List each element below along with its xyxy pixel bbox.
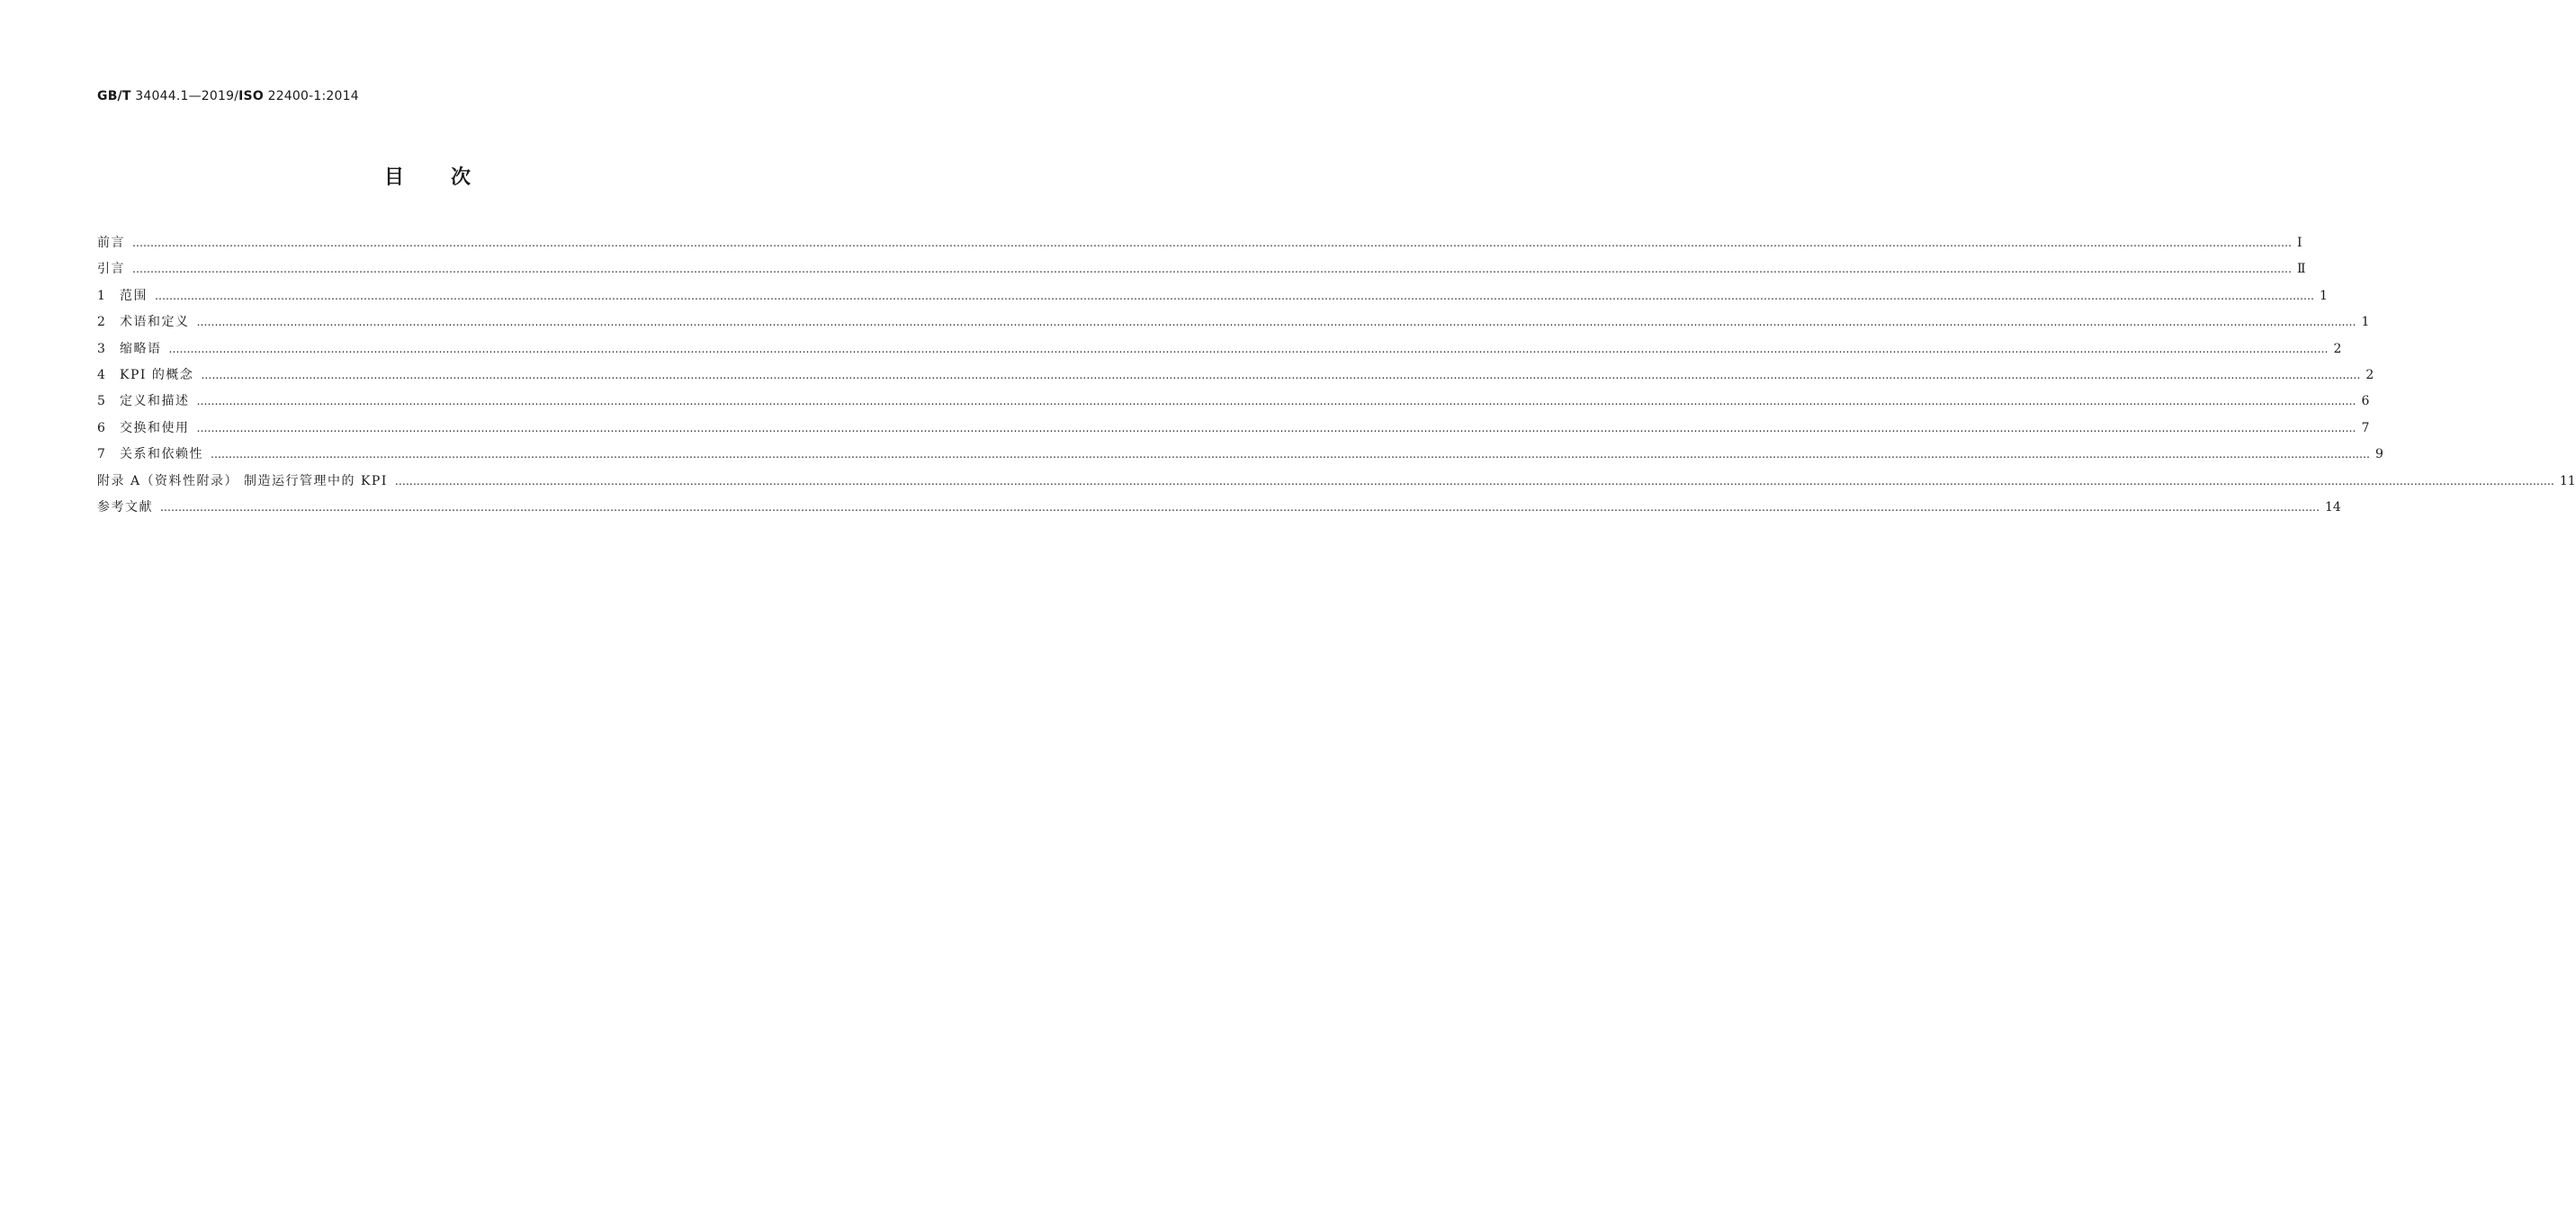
toc-entry-label: 关系和依赖性 <box>120 447 203 462</box>
toc-entry-label: 范围 <box>120 288 148 303</box>
toc-leader-dots: …………………………………………………………………………………………………………………………………………………………………………………………………………………………………………………………………………………………………………………………………………………………………………………………………………………………………………………………………………………………………………………………………………………… <box>196 421 2356 434</box>
toc-entry-label: 术语和定义 <box>120 315 190 330</box>
toc-leader-dots: …………………………………………………………………………………………………………………………………………………………………………………………………………………………………………………………………………………………………………………………………………………………………………………………………………………………………………………………………………………………………………………………………………………… <box>132 237 2292 249</box>
toc-entry-definition[interactable] <box>97 391 2370 417</box>
toc-leader-dots: …………………………………………………………………………………………………………………………………………………………………………………………………………………………………………………………………………………………………………………………………………………………………………………………………………………………………………………………………………………………………………………………………………………… <box>155 289 2314 302</box>
document-header <box>97 89 359 103</box>
toc-entry-terms[interactable] <box>97 312 2370 338</box>
toc-entry-page: 11 <box>2559 473 2576 488</box>
title-char-1: 目 <box>383 166 404 189</box>
iso-number: 22400-1:2014 <box>263 89 359 103</box>
toc-entry-label: 参考文献 <box>97 499 153 515</box>
toc-entry-number: 6 <box>97 420 105 435</box>
toc-entry-page: 14 <box>2325 499 2341 515</box>
toc-entry-page: 1 <box>2320 288 2328 303</box>
toc-entry-number: 3 <box>97 341 105 356</box>
toc-entry-introduction[interactable] <box>97 259 2306 285</box>
toc-entry-page: 2 <box>2365 367 2374 382</box>
toc-entry-label: 前言 <box>97 236 125 250</box>
toc-entry-abbreviations[interactable] <box>97 339 2342 365</box>
toc-entry-relationships[interactable] <box>97 444 2383 470</box>
toc-entry-page: 7 <box>2361 420 2370 435</box>
toc-entry-annex-a[interactable] <box>97 471 2576 497</box>
toc-leader-dots: …………………………………………………………………………………………………………………………………………………………………………………………………………………………………………………………………………………………………………………………………………………………………………………………………………………………………………………………………………………………………………………………………………………… <box>196 316 2356 329</box>
toc-leader-dots: …………………………………………………………………………………………………………………………………………………………………………………………………………………………………………………………………………………………………………………………………………………………………………………………………………………………………………………………………………………………………………………………………………………… <box>132 263 2292 276</box>
toc-leader-dots: …………………………………………………………………………………………………………………………………………………………………………………………………………………………………………………………………………………………………………………………………………………………………………………………………………………………………………………………………………………………………………………………………………………… <box>196 395 2356 408</box>
toc-leader-dots: …………………………………………………………………………………………………………………………………………………………………………………………………………………………………………………………………………………………………………………………………………………………………………………………………………………………………………………………………………………………………………………………………………………… <box>160 500 2320 514</box>
toc-entry-number: 7 <box>97 447 105 462</box>
page-title <box>0 162 855 190</box>
toc-entry-label: 定义和描述 <box>120 394 190 409</box>
toc-entry-label: KPI 的概念 <box>120 367 194 382</box>
toc-entry-number: 1 <box>97 288 105 303</box>
toc-entry-page: 1 <box>2361 315 2370 330</box>
table-of-contents <box>97 233 2576 523</box>
toc-entry-label: 缩略语 <box>120 341 162 356</box>
toc-entry-kpi-concept[interactable] <box>97 365 2374 391</box>
toc-entry-label: 引言 <box>97 262 125 277</box>
iso-code: ISO <box>238 89 264 103</box>
toc-entry-number: 4 <box>97 367 105 382</box>
toc-entry-foreword[interactable] <box>97 233 2302 259</box>
toc-leader-dots: …………………………………………………………………………………………………………………………………………………………………………………………………………………………………………………………………………………………………………………………………………………………………………………………………………………………………………………………………………………………………………………………………………………… <box>168 342 2329 355</box>
toc-leader-dots: …………………………………………………………………………………………………………………………………………………………………………………………………………………………………………………………………………………………………………………………………………………………………………………………………………………………………………………………………………………………………………………………………………………… <box>394 474 2554 488</box>
toc-entry-label: 交换和使用 <box>120 420 190 435</box>
toc-leader-dots: …………………………………………………………………………………………………………………………………………………………………………………………………………………………………………………………………………………………………………………………………………………………………………………………………………………………………………………………………………………………………………………………………………………… <box>201 368 2361 381</box>
toc-entry-number: 5 <box>97 394 105 409</box>
toc-leader-dots: …………………………………………………………………………………………………………………………………………………………………………………………………………………………………………………………………………………………………………………………………………………………………………………………………………………………………………………………………………………………………………………………………………………… <box>211 448 2370 461</box>
toc-entry-bibliography[interactable] <box>97 497 2341 523</box>
toc-entry-number: 2 <box>97 315 105 330</box>
title-char-2: 次 <box>451 166 471 189</box>
toc-entry-page: Ⅱ <box>2297 262 2306 277</box>
toc-entry-page: 9 <box>2375 447 2383 462</box>
toc-entry-label: 附录 A（资料性附录） 制造运行管理中的 KPI <box>97 473 388 488</box>
toc-entry-page: Ⅰ <box>2297 236 2302 250</box>
toc-entry-exchange[interactable] <box>97 418 2370 444</box>
toc-entry-page: 2 <box>2333 341 2342 356</box>
standard-number: 34044.1—2019/ <box>130 89 239 103</box>
standard-code: GB/T <box>97 89 131 103</box>
toc-entry-scope[interactable] <box>97 286 2328 312</box>
toc-entry-page: 6 <box>2361 394 2370 409</box>
